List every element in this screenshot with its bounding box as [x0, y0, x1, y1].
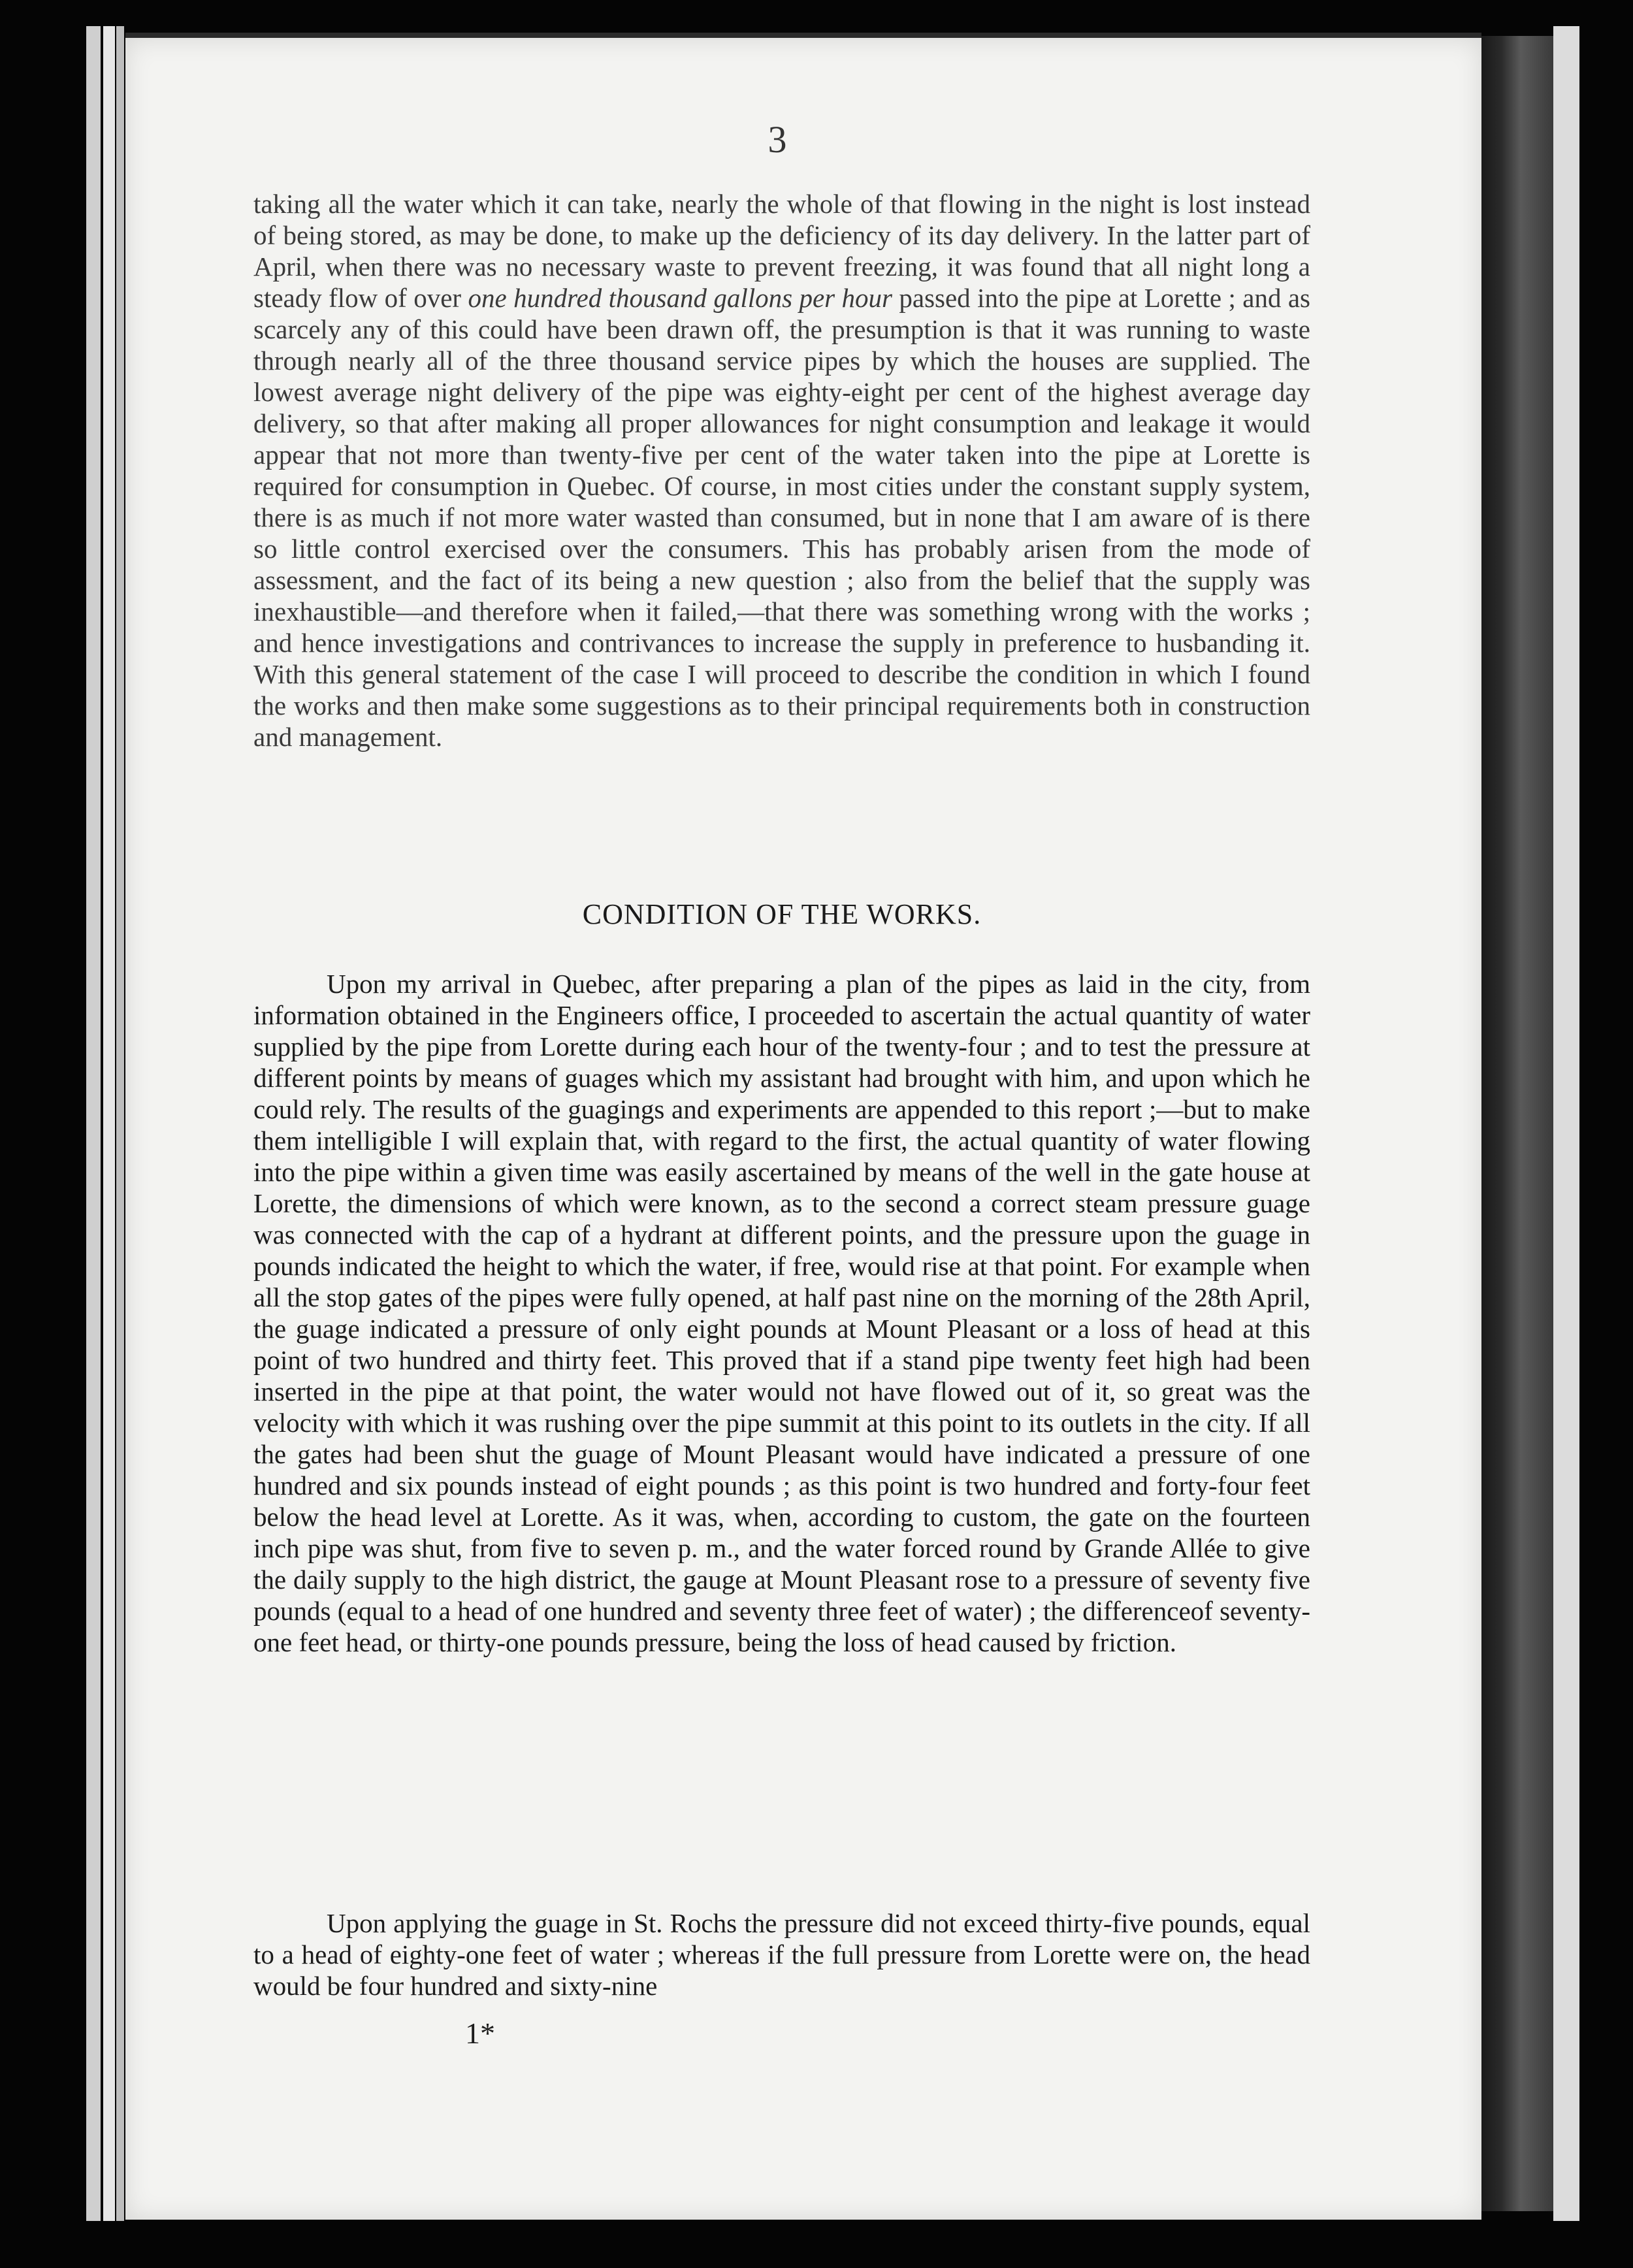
page-edge-left — [116, 26, 124, 2221]
st-rochs-text: Upon applying the guage in St. Rochs the pressure did not exceed thirty-five pounds, equal to a head of eighty-one feet of water ; whereas if the full pressure from Lorette were on, the head would be four hundred and sixty-nine — [253, 1908, 1310, 2001]
section-heading: CONDITION OF THE WORKS. — [582, 898, 982, 930]
page-number: 3 — [768, 118, 787, 161]
intro-text-part2: passed into the pipe at Lorette ; and as scarcely any of this could have been drawn off, the presumption is that it was running to waste through nearly all of the three thousand service pipes by which the houses are supplied. The lowest average night delivery of the pipe was eighty-eight per cent of the highest average day delivery, so that after making all proper allowances for night consumption and leakage it would appear that not more than twenty-five per cent of the water taken into the pipe at Lorette is required for consumption in Quebec. Of course, in most cities under the constant supply system, there is as much if not more water wasted than consumed, but in none that I am aware of is there so little control exercised over the consumers. This has probably arisen from the mode of assessment, and the fact of its being a new question ; also from the belief that the supply was inexhaustible—and therefore when it failed,—that there was something wrong with the works ; and hence investigations and contrivances to increase the supply in preference to husbanding it. With this general statement of the case I will proceed to describe the condition in which I found the works and then make some suggestions as to their principal requirements both in construction and management. — [253, 283, 1310, 752]
intro-text-part1: taking all the water which it can take, nearly the whole of that flowing in the night is lost instead of being stored, as may be done, to make up the deficiency of its day delivery. In the latter part of April, when there was no necessary waste to prevent freezing, it was found that all night long a steady flow of over — [253, 189, 1310, 313]
st-rochs-paragraph — [253, 1907, 1310, 2001]
printer-signature-mark: 1* — [465, 2017, 495, 2050]
page-edge-left — [103, 26, 115, 2221]
page-edge-left — [86, 26, 101, 2221]
book-gutter — [1481, 36, 1553, 2211]
intro-italic-phrase: one hundred thousand gallons per hour — [468, 283, 892, 313]
intro-paragraph — [253, 188, 1310, 753]
condition-paragraph — [253, 968, 1310, 1658]
intro-text — [253, 188, 1310, 753]
condition-text: Upon my arrival in Quebec, after preparing a plan of the pipes as laid in the city, from information obtained in the Engineers office, I proceeded to ascertain the actual quantity of water supplied by the pipe from Lorette during each hour of the twenty-four ; and to test the pressure at different points by means of guages which my assistant had brought with him, and upon which he could rely. The results of the guagings and experiments are appended to this report ;—but to make them intelligible I will explain that, with regard to the first, the actual quantity of water flowing into the pipe within a given time was easily ascertained by means of the well in the gate house at Lorette, the dimensions of which were known, as to the second a correct steam pressure guage was connected with the cap of a hydrant at different points, and the pressure upon the guage in pounds indicated the height to which the water, if free, would rise at that point. For example when all the stop gates of the pipes were fully opened, at half past nine on the morning of the 28th April, the guage indicated a pressure of only eight pounds at Mount Pleasant or a loss of head at this point of two hundred and thirty feet. This proved that if a stand pipe twenty feet high had been inserted in the pipe at that point, the water would not have flowed out of it, so great was the velocity with which it was rushing over the pipe summit at this point to its outlets in the city. If all the gates had been shut the guage of Mount Pleasant would have indicated a pressure of one hundred and six pounds instead of eight pounds ; as this point is two hundred and forty-four feet below the head level at Lorette. As it was, when, according to custom, the gate on the fourteen inch pipe was shut, from five to seven p. m., and the water forced round by Grande Allée to give the daily supply to the high district, the gauge at Mount Pleasant rose to a pressure of seventy five pounds (equal to a head of one hundred and seventy three feet of water) ; the differenceof seventy-one feet head, or thirty-one pounds pressure, being the loss of head caused by friction. — [253, 969, 1310, 1657]
page-edge-right — [1553, 26, 1579, 2221]
